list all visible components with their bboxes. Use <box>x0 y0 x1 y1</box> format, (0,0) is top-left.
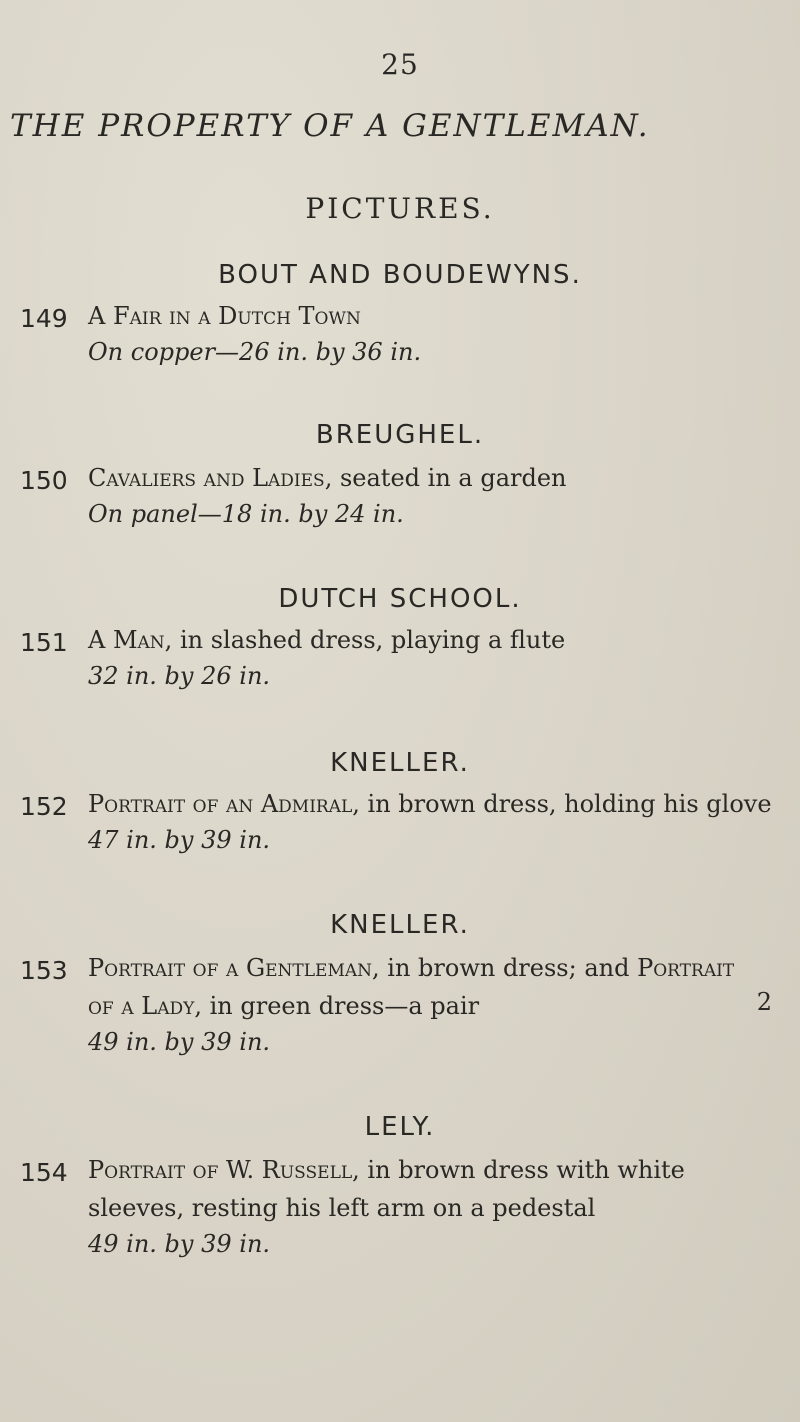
lot-title-second: Portrait <box>637 954 735 982</box>
lot-detail: in slashed dress, playing a flute <box>172 626 566 654</box>
artist-heading: LELY. <box>364 1112 436 1142</box>
artist-heading: KNELLER. <box>330 910 470 940</box>
lot-detail: in brown dress with white <box>359 1156 685 1184</box>
lot-description-continued <box>88 988 788 1024</box>
lot-number: 150 <box>20 466 68 495</box>
lot-number: 149 <box>20 304 68 333</box>
lot-detail: in brown dress, holding his glove <box>359 790 772 818</box>
lot-detail-continued: in green dress—a pair <box>201 992 480 1020</box>
lot-dimensions: 32 in. by 26 in. <box>88 662 271 690</box>
lot-detail: in brown dress; and <box>379 954 638 982</box>
lot-dimensions: 47 in. by 39 in. <box>88 826 271 854</box>
pair-count: 2 <box>756 988 772 1016</box>
lot-title: Cavaliers and Ladies, <box>88 464 333 492</box>
artist-heading: BREUGHEL. <box>315 420 485 450</box>
lot-number: 152 <box>20 792 68 821</box>
lot-title: A Fair in a Dutch Town <box>88 302 361 330</box>
lot-description <box>88 298 788 334</box>
lot-description <box>88 786 788 822</box>
lot-dimensions: On copper—26 in. by 36 in. <box>88 338 422 366</box>
collection-title: THE PROPERTY OF A GENTLEMAN. <box>10 108 650 144</box>
lot-title: A Man, <box>88 626 173 654</box>
lot-dimensions: On panel—18 in. by 24 in. <box>88 500 404 528</box>
lot-description <box>88 460 788 496</box>
lot-title: Portrait of an Admiral, <box>88 790 360 818</box>
lot-description <box>88 622 788 658</box>
lot-detail: seated in a garden <box>332 464 567 492</box>
lot-title: Portrait of a Gentleman, <box>88 954 380 982</box>
artist-heading: BOUT AND BOUDEWYNS. <box>218 260 582 290</box>
artist-heading: DUTCH SCHOOL. <box>278 584 522 614</box>
lot-dimensions: 49 in. by 39 in. <box>88 1230 271 1258</box>
lot-title: Portrait of W. Russell, <box>88 1156 360 1184</box>
page-number: 25 <box>381 48 419 81</box>
lot-number: 151 <box>20 628 68 657</box>
lot-title-continued: of a Lady, <box>88 992 202 1020</box>
lot-dimensions: 49 in. by 39 in. <box>88 1028 271 1056</box>
lot-description <box>88 1152 788 1188</box>
artist-heading: KNELLER. <box>330 748 470 778</box>
lot-number: 154 <box>20 1158 68 1187</box>
lot-number: 153 <box>20 956 68 985</box>
lot-description-continued: sleeves, resting his left arm on a pedestal <box>88 1194 596 1222</box>
section-title: PICTURES. <box>305 192 495 225</box>
lot-description <box>88 950 788 986</box>
